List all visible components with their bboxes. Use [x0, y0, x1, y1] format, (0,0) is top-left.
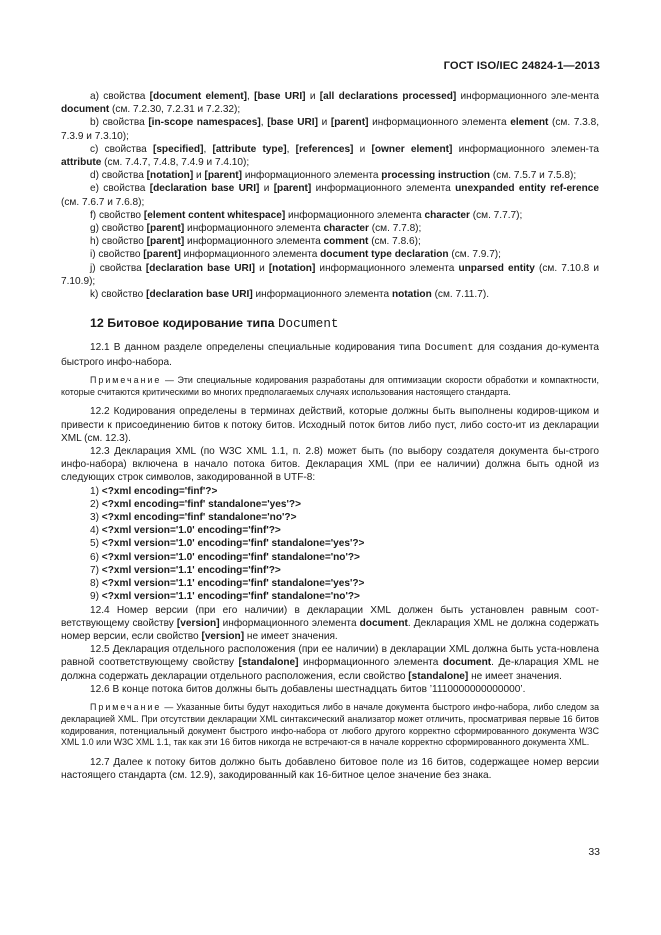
section-number: 12	[90, 316, 104, 331]
paragraph-12-2: 12.2 Кодирования определены в терминах действий, которые должны быть выполнены кодиров-щиком и привести к присоединению битов к потоку битов. Исходный поток битов либо пуст, либо состо-ит из декларации XML (см. 12.3).	[61, 406, 599, 444]
note-2	[61, 702, 599, 749]
xml-line-code: <?xml version='1.0' encoding='finf'?>	[101, 525, 281, 537]
list-item: b) свойства [in-scope namespaces], [base URI] и [parent] информационного элемента element (см. 7.3.8, 7.3.9 и 7.3.10);	[61, 117, 600, 142]
section-heading	[90, 317, 599, 331]
list-item: i) свойство [parent] информационного элемента document type declaration (см. 7.9.7);	[90, 249, 501, 261]
xml-line-code: <?xml version='1.0' encoding='finf' standalone='yes'?>	[101, 538, 365, 550]
list-item: f) свойство [element content whitespace] информационного элемента character (см. 7.7.7);	[90, 209, 523, 221]
xml-line-code: <?xml encoding='finf' standalone='yes'?>	[101, 498, 301, 510]
list-item: k) свойство [declaration base URI] информационного элемента notation (см. 7.11.7).	[90, 289, 490, 301]
xml-line-number: 4)	[90, 525, 99, 537]
list-item: h) свойство [parent] информационного элемента comment (см. 7.8.6);	[90, 236, 421, 248]
xml-line-number: 6)	[90, 551, 99, 563]
xml-line-code: <?xml version='1.0' encoding='finf' standalone='no'?>	[101, 551, 360, 563]
note-1	[61, 375, 599, 399]
paragraph-12-1: 12.1 В данном разделе определены специальные кодирования типа Document для создания до-кумента быстрого инфо-набора.	[61, 342, 599, 368]
properties-list	[61, 90, 599, 301]
xml-declaration-list	[61, 485, 599, 604]
xml-line-number: 8)	[90, 578, 99, 590]
list-item: g) свойство [parent] информационного элемента character (см. 7.7.8);	[90, 223, 422, 235]
xml-line-code: <?xml version='1.1' encoding='finf' standalone='no'?>	[101, 591, 360, 603]
list-item: j) свойства [declaration base URI] и [notation] информационного элемента unparsed entity (см. 7.10.8 и 7.10.9);	[61, 262, 599, 287]
xml-line	[61, 511, 599, 524]
xml-line-number: 7)	[90, 564, 99, 576]
xml-line	[61, 564, 599, 577]
xml-line-code: <?xml version='1.1' encoding='finf' standalone='yes'?>	[101, 578, 365, 590]
xml-line-number: 9)	[90, 591, 99, 603]
list-item: а) свойства [document element], [base URI] и [all declarations processed] информационного эле-мента document (см. 7.2.30, 7.2.31 и 7.2.32);	[61, 91, 600, 116]
note-dash: —	[161, 374, 178, 385]
xml-line	[61, 537, 599, 550]
xml-line-number: 1)	[90, 485, 99, 497]
xml-line	[61, 524, 599, 537]
note-label: Примечание	[90, 374, 162, 385]
xml-line-number: 3)	[90, 512, 99, 524]
note-text: Эти специальные кодирования разработаны для оптимизации скорости обработки и компактности, которые считаются критическими во многих предполагаемых случаях использования настоящего стандарта.	[61, 374, 599, 397]
list-item: е) свойства [declaration base URI] и [parent] информационного элемента unexpanded entity ref-erence (см. 7.6.7 и 7.6.8);	[61, 183, 599, 208]
xml-line-code: <?xml version='1.1' encoding='finf'?>	[101, 564, 281, 576]
xml-line-number: 5)	[90, 538, 99, 550]
xml-line	[61, 551, 599, 564]
xml-line-code: <?xml encoding='finf'?>	[101, 485, 218, 497]
document-header: ГОСТ ISO/IEC 24824-1—2013	[443, 60, 600, 72]
paragraph-12-6: 12.6 В конце потока битов должны быть добавлены шестнадцать битов ’1110000000000000’.	[90, 683, 526, 695]
xml-line	[61, 498, 599, 511]
section-code: Document	[277, 317, 339, 332]
paragraph-12-5: 12.5 Декларация отдельного расположения (при ее наличии) в декларации XML должна быть уста-новлена равной соответствующему свойству [standalone] информационного элемента document. Де-кларация XML не должна содержать декларации отдельного расположения, если свойство [standalone] не имеет значения.	[61, 644, 599, 682]
section-title: Битовое кодирование типа	[107, 316, 275, 331]
xml-line-code: <?xml encoding='finf' standalone='no'?>	[101, 512, 297, 524]
xml-line	[61, 590, 599, 603]
note-dash: —	[161, 701, 177, 712]
note-label: Примечание	[90, 701, 162, 712]
page-content	[61, 90, 599, 783]
note-text: Указанные биты будут находиться либо в начале документа быстрого инфо-набора, либо следом за декларацией XML. При отсутствии декларации XML синтаксический анализатор может отличить, просматривая первые 16 битов кодирования, потенциальный документ быстрого инфо-набора от любого другого корректно сформированного документа W3C XML 1.0 или W3C XML 1.1, так как эти 16 битов никогда не встречают-ся в начале корректно сформированного документа XML.	[61, 701, 600, 748]
paragraph-12-4: 12.4 Номер версии (при его наличии) в декларации XML должен быть установлен равным соот-ветствующему свойству [version] информационного элемента document. Декларация XML не должна содержать номер версии, если свойство [version] не имеет значения.	[61, 604, 600, 642]
list-item: d) свойства [notation] и [parent] информационного элемента processing instruction (см. 7.5.7 и 7.5.8);	[90, 170, 577, 182]
list-item: с) свойства [specified], [attribute type], [references] и [owner element] информационного элемен-та attribute (см. 7.4.7, 7.4.8, 7.4.9 и 7.4.10);	[61, 143, 600, 169]
xml-line-number: 2)	[90, 498, 99, 510]
page-number: 33	[588, 846, 600, 858]
paragraph-12-7: 12.7 Далее к потоку битов должно быть добавлено битовое поле из 16 битов, содержащее номер версии настоящего стандарта (см. 12.9), закодированный как 16-битное целое значение без знака.	[61, 757, 599, 782]
xml-line	[61, 485, 599, 498]
xml-line	[61, 577, 599, 590]
paragraph-12-3: 12.3 Декларация XML (по W3C XML 1.1, п. 2.8) может быть (по выбору создателя документа бы-строго инфо-набора) включена в начало потока битов. Декларация XML (при ее наличии) должна быть одной из следующих строк символов, закодированной в UTF-8:	[61, 446, 599, 484]
